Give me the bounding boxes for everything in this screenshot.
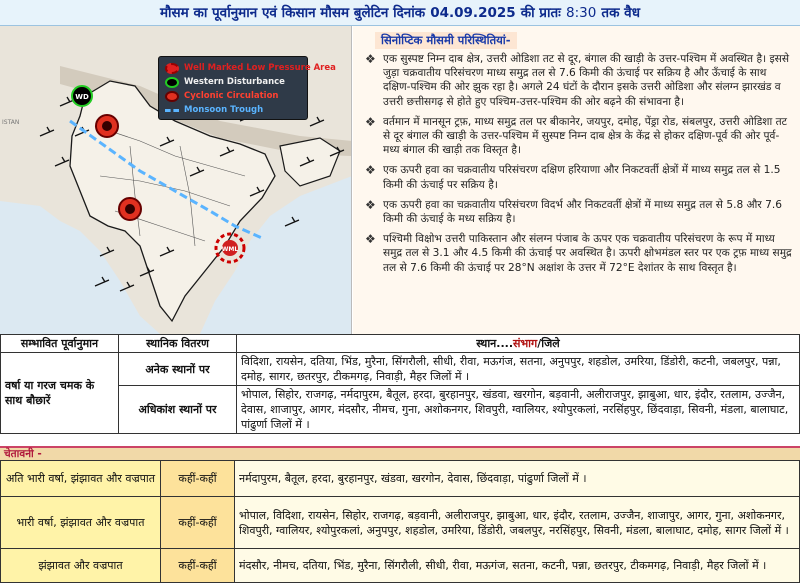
synoptic-item (361, 52, 794, 109)
distribution-cell: अधिकांश स्थानों पर (119, 386, 237, 434)
header-places-b: संभाग (513, 337, 538, 350)
synoptic-item (361, 232, 794, 275)
wd-marker-label: WD (75, 93, 89, 101)
place-label: ISTAN (2, 119, 20, 126)
synoptic-text: एक ऊपरी हवा का चक्रवातीय परिसंचरण विदर्भ और निकटवर्ती क्षेत्रों में माध्य समुद्र तल से 5.8 और 7.6 किमी की ऊंचाई के मध्य सक्रिय है। (383, 198, 782, 226)
weather-map (0, 26, 352, 334)
cyclonic-circulation-icon (119, 198, 141, 220)
wml-icon (165, 63, 179, 74)
map-legend (158, 56, 336, 120)
header-places (237, 335, 800, 353)
table-row (1, 549, 800, 583)
warning-where: कहीं-कहीं (161, 461, 235, 497)
synoptic-text: वर्तमान में मानसून ट्रफ़, माध्य समुद्र तल पर बीकानेर, जयपुर, दमोह, पेंड्रा रोड, संबलपुर, उत्तरी ओडिशा तट से दूर बंगाल की खाड़ी के उत्तर-पश्चिम में सुस्पष्ट निम्न दाब क्षेत्र के केंद्र से होकर दक्षिण-पूर्व की ओर पूर्व-मध्य बंगाल की खाड़ी तक विस्तृत है। (383, 115, 787, 157)
table-row (1, 497, 800, 549)
header-forecast: सम्भावित पूर्वानुमान (1, 335, 119, 353)
title-suffix: तक वैध (601, 5, 640, 21)
warning-districts: मंदसौर, नीमच, दतिया, भिंड, मुरैना, सिंगरौली, सीधी, रीवा, मऊगंज, सतना, कटनी, पन्ना, छतरपुर, टीकमगढ़, निवाड़ी, मैहर जिलों में । (235, 549, 800, 583)
legend-item-wml (165, 61, 336, 75)
phenomenon-cell: वर्षा या गरज चमक के साथ बौछारें (1, 353, 119, 434)
title-time: 8:30 (566, 5, 597, 21)
diamond-bullet-icon: ❖ (365, 163, 376, 178)
warning-label: भारी वर्षा, झंझावत और वज्रपात (1, 497, 161, 549)
table-row (1, 461, 800, 497)
warning-table (0, 460, 800, 583)
wml-marker-label: WML (221, 246, 239, 253)
table-row (1, 386, 800, 434)
legend-label: Monsoon Trough (184, 105, 264, 115)
forecast-table (0, 334, 800, 434)
synoptic-item (361, 198, 794, 226)
synoptic-item (361, 163, 794, 191)
diamond-bullet-icon: ❖ (365, 232, 376, 247)
legend-item-cyclone (165, 89, 301, 103)
diamond-bullet-icon: ❖ (365, 114, 376, 129)
table-row (1, 353, 800, 386)
warning-districts: नर्मदापुरम, बैतूल, हरदा, बुरहानपुर, खंडवा, खरगोन, देवास, छिंदवाड़ा, पांढुर्णा जिलों में । (235, 461, 800, 497)
legend-label: Cyclonic Circulation (184, 91, 279, 101)
wd-icon (165, 77, 179, 88)
wd-marker-icon (72, 86, 92, 106)
forecast-header-row (1, 335, 800, 353)
synoptic-text: एक सुस्पष्ट निम्न दाब क्षेत्र, उत्तरी ओडिशा तट से दूर, बंगाल की खाड़ी के उत्तर-पश्चिम में अवस्थित है। इससे जुड़ा चक्रवातीय परिसंचरण माध्य समुद्र तल से 7.6 किमी की ऊंचाई पर सक्रिय है और ऊँचाई के साथ दक्षिण-पश्चिम की ओर झुक रहा है। अगले 24 घंटों के दौरान इसके उत्तरी ओडिशा और संलग्न झारखंड व उत्तरी छत्तीसगढ़ से होते हुए पश्चिम-उत्तर-पश्चिम की ओर बढ़ने की संभावना है। (383, 53, 789, 108)
diamond-bullet-icon: ❖ (365, 197, 376, 212)
title-middle: की प्रातः (520, 5, 561, 21)
title-prefix: मौसम का पूर्वानुमान एवं किसान मौसम बुलेटिन दिनांक (159, 5, 426, 21)
legend-item-wd (165, 75, 301, 89)
trough-icon (165, 109, 179, 112)
synoptic-panel (353, 26, 800, 334)
warning-where: कहीं-कहीं (161, 549, 235, 583)
synoptic-text: एक ऊपरी हवा का चक्रवातीय परिसंचरण दक्षिण हरियाणा और निकटवर्ती क्षेत्रों में माध्य समुद्र तल से 1.5 किमी की ऊंचाई पर सक्रिय है। (383, 164, 781, 191)
warning-label: झंझावत और वज्रपात (1, 549, 161, 583)
header-places-a: स्थान.... (476, 337, 514, 350)
distribution-cell: अनेक स्थानों पर (119, 353, 237, 386)
diamond-bullet-icon: ❖ (365, 52, 376, 66)
warning-title: चेतावनी - (0, 446, 800, 460)
title-date: 04.09.2025 (430, 5, 516, 21)
legend-label: Western Disturbance (184, 77, 285, 87)
synoptic-text: पश्चिमी विक्षोभ उत्तरी पाकिस्तान और संलग्न पंजाब के ऊपर एक चक्रवातीय परिसंचरण के रूप में माध्य समुद्र तल से 3.1 और 4.5 किमी की ऊंचाई पर अवस्थित है। ऊपरी क्षोभमंडल स्तर पर एक ट्रफ़ माध्य समुद्र तल से 7.6 किमी की ऊंचाई पर 28°N अक्षांश के उत्तर में 72°E देशांतर के साथ विस्तृत है। (383, 233, 792, 274)
places-cell: विदिशा, रायसेन, दतिया, भिंड, मुरैना, सिंगरौली, सीधी, रीवा, मऊगंज, सतना, अनुपपुर, शहडोल, उमरिया, डिंडोरी, कटनी, जबलपुर, पन्ना, दमोह, सागर, छतरपुर, टीकमगढ़, निवाड़ी, मैहर जिलों में । (237, 353, 800, 386)
legend-item-trough (165, 103, 301, 117)
cyclonic-circulation-icon (96, 115, 118, 137)
warning-label: अति भारी वर्षा, झंझावत और वज्रपात (1, 461, 161, 497)
legend-label: Well Marked Low Pressure Area (184, 63, 336, 73)
bulletin-title (0, 0, 800, 26)
cyclone-icon (165, 91, 179, 102)
places-cell: भोपाल, सिहोर, राजगढ़, नर्मदापुरम, बैतूल, हरदा, बुरहानपुर, खंडवा, खरगोन, बड़वानी, अलीराजपुर, झाबुआ, धार, इंदौर, रतलाम, उज्जैन, देवास, शाजापुर, आगर, मंदसौर, नीमच, गुना, अशोकनगर, शिवपुरी, ग्वालियर, श्योपुरकलां, नरसिंहपुर, छिंदवाड़ा, सिवनी, मंडला, बालाघाट, पांढुर्णा जिलों में । (237, 386, 800, 434)
synoptic-item (361, 115, 794, 158)
header-places-c: /जिले (537, 337, 560, 350)
synoptic-title: सिनोप्टिक मौसमी परिस्थितियां- (375, 32, 517, 49)
warning-where: कहीं-कहीं (161, 497, 235, 549)
warning-districts: भोपाल, विदिशा, रायसेन, सिहोर, राजगढ़, बड़वानी, अलीराजपुर, झाबुआ, धार, इंदौर, रतलाम, उज्जैन, शाजापुर, आगर, गुना, अशोकनगर, शिवपुरी, ग्वालियर, श्योपुरकलां, अनुपपुर, शहडोल, उमरिया, डिंडोरी, जबलपुर, नरसिंहपुर, सिवनी, मंडला, बालाघाट, दमोह, सागर जिलों में । (235, 497, 800, 549)
header-distribution: स्थानिक वितरण (119, 335, 237, 353)
